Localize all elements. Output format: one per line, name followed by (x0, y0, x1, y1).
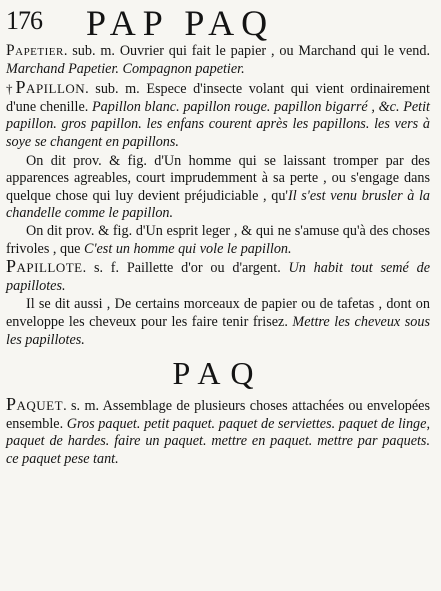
sense-example: Mettre les cheveux sous les papillotes. (6, 313, 430, 348)
entry-papillon (6, 79, 430, 151)
part-of-speech: . s. f. (82, 260, 120, 277)
definition: Assemblage de plusieurs choses attachées ou envelopées ensemble. (6, 398, 430, 432)
definition: Ouvrier qui fait le papier , ou Marchand qui le vend. (114, 43, 430, 59)
running-head: PAP PAQ (86, 3, 275, 43)
section-heading: PAQ (172, 355, 264, 392)
entry-papetier (6, 42, 430, 78)
sense-example: Il s'est venu brusler à la chandelle comme le papillon. (6, 187, 431, 222)
definition: Espece d'insecte volant qui vient ordinairement d'une chenille. (6, 81, 431, 115)
part-of-speech: . sub. m. (85, 81, 140, 98)
sense-text: On dit prov. & fig. d'Un esprit leger , & qui ne s'amuse qu'à des choses frivoles , que (6, 222, 430, 257)
entry-papillon-sense-2 (6, 153, 430, 223)
page-header (4, 2, 434, 42)
example: Un habit tout semé de papillotes. (6, 260, 430, 294)
entry-paquet (6, 396, 430, 468)
entry-papillote-sense-2 (6, 296, 430, 349)
example: Marchand Papetier. Compagnon papetier. (6, 60, 245, 77)
dagger-marker: † (6, 81, 16, 97)
sense-text: Il se dit aussi , De certains morceaux de papier ou de tafetas , dont on enveloppe les cheveux pour les faire tenir frisez. (6, 296, 430, 330)
entry-papillon-sense-3 (6, 223, 430, 258)
headword: Paquet (6, 394, 64, 415)
headword: Papillote (6, 256, 83, 277)
entry-papillote (6, 258, 430, 295)
example: Papillon blanc. papillon rouge. papillon bigarré , &c. Petit papillon. gros papillon. les enfans courent après les papillons. les vers à soye se changent en papillons. (6, 98, 431, 150)
headword: Papetier (6, 42, 64, 59)
part-of-speech: . sub. m. (63, 43, 115, 59)
part-of-speech: . s. m. (63, 398, 100, 415)
sense-example: C'est un homme qui vole le papillon. (84, 240, 292, 257)
example: Gros paquet. petit paquet. paquet de serviettes. paquet de linge, paquet de hardes. faire un paquet. mettre en paquet. mettre par paquets. ce paquet pese tant. (6, 415, 430, 467)
definition: Paillette d'or ou d'argent. (119, 260, 281, 277)
sense-text: On dit prov. & fig. d'Un homme qui se laissant tromper par des apparences agreables, court imprudemment à sa perte , ou s'engage dans quelque chose qui luy devient préjudiciable , qu' (6, 152, 430, 204)
page-body (6, 42, 430, 469)
page-number: 176 (6, 6, 42, 35)
headword: Papillon (15, 77, 86, 98)
